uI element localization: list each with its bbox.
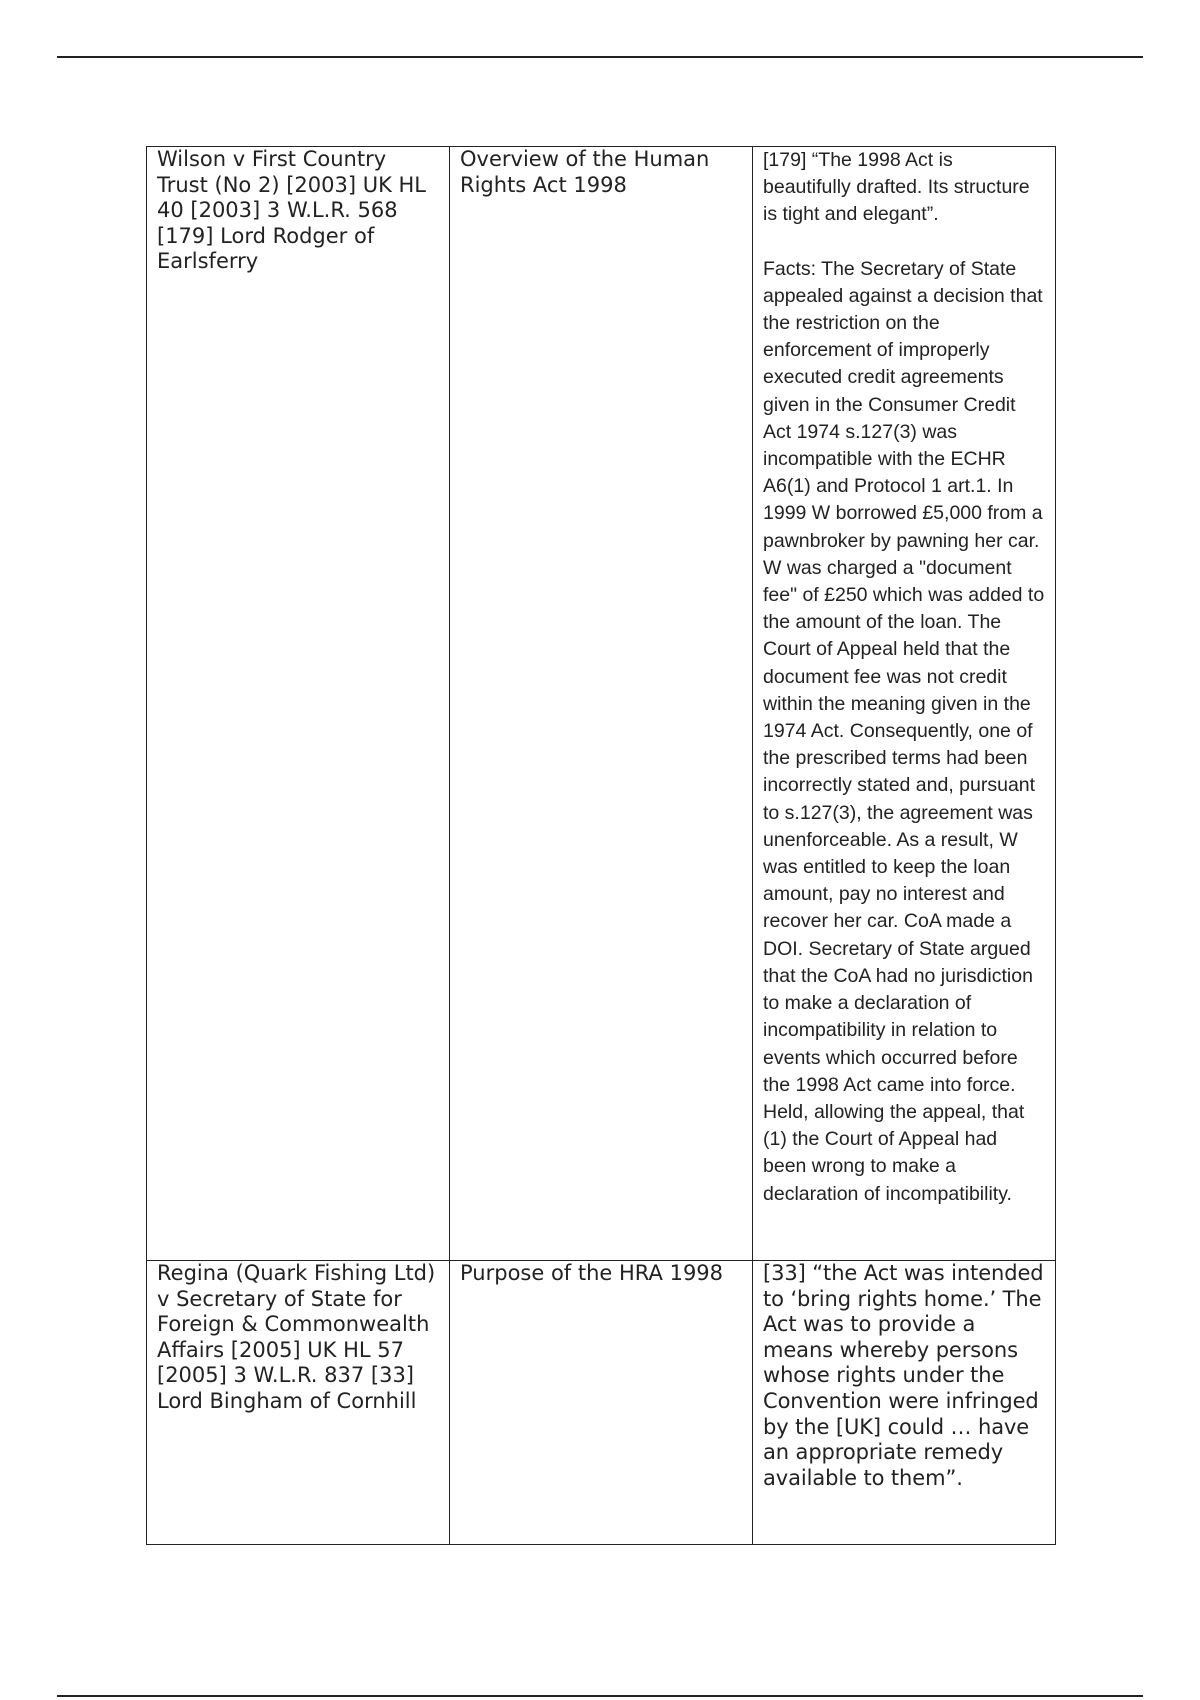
- case-citation-cell: [147, 147, 450, 1261]
- table-row: [147, 1261, 1056, 1545]
- topic-cell: [450, 147, 753, 1261]
- notes-cell: [753, 147, 1056, 1261]
- case-facts: Facts: The Secretary of State appealed against a decision that the restriction on the enforcement of improperly executed credit agreements given in the Consumer Credit Act 1974 s.127(3) was incompatible with the ECHR A6(1) and Protocol 1 art.1. In 1999 W borrowed £5,000 from a pawnbroker by pawning her car. W was charged a "document fee" of £250 which was added to the amount of the loan. The Court of Appeal held that the document fee was not credit within the meaning given in the 1974 Act. Consequently, one of the prescribed terms had been incorrectly stated and, pursuant to s.127(3), the agreement was unenforceable. As a result, W was entitled to keep the loan amount, pay no interest and recover her car. CoA made a DOI. Secretary of State argued that the CoA had no jurisdiction to make a declaration of incompatibility in relation to events which occurred before the 1998 Act came into force. Held, allowing the appeal, that (1) the Court of Appeal had been wrong to make a declaration of incompatibility.: [763, 257, 1045, 1205]
- topic-cell: [450, 1261, 753, 1545]
- case-topic: Purpose of the HRA 1998: [460, 1261, 724, 1285]
- header-rule: [57, 56, 1143, 58]
- case-topic: Overview of the Human Rights Act 1998: [460, 147, 710, 197]
- case-citation: Regina (Quark Fishing Ltd) v Secretary of State for Foreign & Commonwealth Affairs [2005] UK HL 57 [2005] 3 W.L.R. 837 [33] Lord Bingham of Cornhill: [157, 1261, 436, 1413]
- case-quote: [33] “the Act was intended to ‘bring rights home.’ The Act was to provide a means whereby persons whose rights under the Convention were infringed by the [UK] could … have an appropriate remedy available to them”.: [763, 1261, 1044, 1490]
- case-quote: [179] “The 1998 Act is beautifully drafted. Its structure is tight and elegant”.: [763, 149, 1030, 226]
- footer-rule: [57, 1695, 1143, 1697]
- table-row: [147, 147, 1056, 1261]
- case-table: [146, 146, 1056, 1545]
- notes-cell: [753, 1261, 1056, 1545]
- case-citation: Wilson v First Country Trust (No 2) [2003] UK HL 40 [2003] 3 W.L.R. 568 [179] Lord Rodger of Earlsferry: [157, 147, 427, 274]
- case-notes: [763, 147, 1045, 1208]
- case-citation-cell: [147, 1261, 450, 1545]
